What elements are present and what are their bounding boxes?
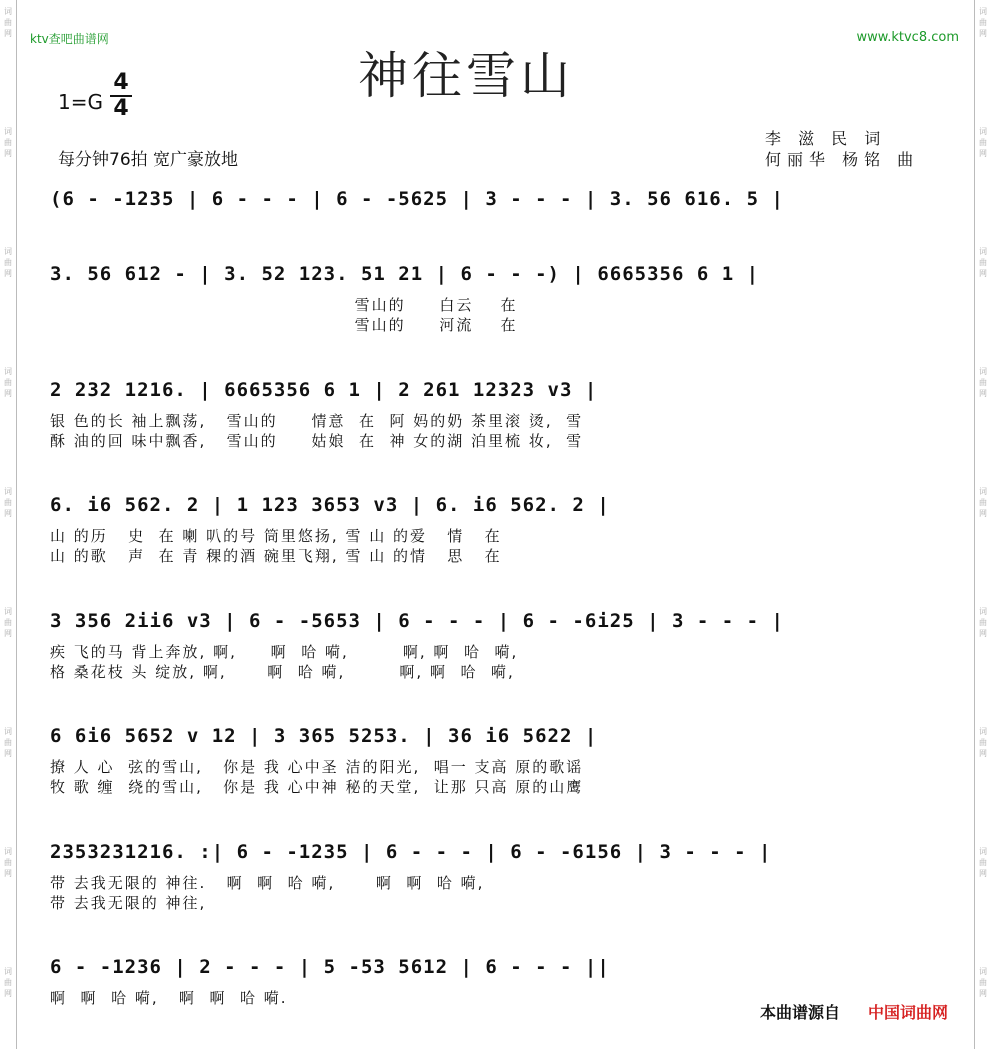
lyric-verse-2: 雪山的 河流 在 (50, 316, 518, 334)
left-border-strip (0, 0, 17, 1049)
side-watermark: 词曲网 (4, 7, 12, 38)
song-title: 神往雪山 (358, 47, 574, 105)
side-watermark: 词曲网 (979, 607, 987, 638)
side-watermark: 词曲网 (979, 247, 987, 278)
source-label: 本曲谱源自 (760, 1003, 841, 1022)
side-watermark: 词曲网 (4, 967, 12, 998)
side-watermark: 词曲网 (979, 967, 987, 998)
score-line-8 (50, 951, 950, 1046)
notation: 2353231216. :| 6 - -1235 | 6 - - - | 6 - -6156 | 3 - - - | (50, 841, 772, 863)
side-watermark: 词曲网 (4, 487, 12, 518)
lyric-verse-1: 山 的历 史 在 喇 叭的号 筒里悠扬, 雪 山 的爱 情 在 (50, 527, 502, 545)
tempo-marking: 每分钟76拍 宽广豪放地 (58, 150, 239, 170)
key-signature: 1=G (58, 90, 103, 114)
side-watermark: 词曲网 (979, 127, 987, 158)
lyric-verse-2: 酥 油的回 味中飘香, 雪山的 姑娘 在 神 女的湖 泊里梳 妆, 雪 (50, 432, 584, 450)
side-watermark: 词曲网 (4, 607, 12, 638)
lyric-verse-1: 疾 飞的马 背上奔放, 啊, 啊 哈 嗬, 啊, 啊 哈 嗬, (50, 643, 519, 661)
side-watermark: 词曲网 (4, 727, 12, 758)
notation: 6. i6 562. 2 | 1 123 3653 v3 | 6. i6 562. 2 | (50, 494, 610, 516)
notation: 3 356 2ii6 v3 | 6 - -5653 | 6 - - - | 6 - -6i25 | 3 - - - | (50, 610, 784, 632)
time-signature-top: 4 (113, 70, 129, 95)
lyric-verse-1: 啊 啊 哈 嗬, 啊 啊 哈 嗬. (50, 989, 288, 1007)
side-watermark: 词曲网 (979, 847, 987, 878)
side-watermark: 词曲网 (4, 367, 12, 398)
lyricist-credit: 李 滋 民 词 (765, 129, 887, 148)
side-watermark: 词曲网 (979, 7, 987, 38)
lyric-verse-1: 银 色的长 袖上飘荡, 雪山的 情意 在 阿 妈的奶 茶里滚 烫, 雪 (50, 412, 584, 430)
side-watermark: 词曲网 (979, 367, 987, 398)
notation: 6 6i6 5652 v 12 | 3 365 5253. | 36 i6 5622 | (50, 725, 598, 747)
watermark-right: www.ktvc8.com (856, 30, 959, 45)
notation: 6 - -1236 | 2 - - - | 5 -53 5612 | 6 - - - || (50, 956, 610, 978)
composer-credit: 何丽华 杨铭 曲 (765, 150, 920, 169)
credits (765, 128, 919, 170)
side-watermark: 词曲网 (979, 727, 987, 758)
score-line-4 (50, 489, 950, 584)
right-border-strip (974, 0, 991, 1049)
score-line-7 (50, 836, 950, 931)
side-watermark: 词曲网 (979, 487, 987, 518)
time-signature-bottom: 4 (113, 96, 129, 121)
notation: 2 232 1216. | 6665356 6 1 | 2 261 12323 v3 | (50, 379, 598, 401)
lyric-verse-1: 雪山的 白云 在 (50, 296, 518, 314)
lyric-verse-2: 带 去我无限的 神往, (50, 894, 207, 912)
side-watermark: 词曲网 (4, 247, 12, 278)
lyric-verse-2: 格 桑花枝 头 绽放, 啊, 啊 哈 嗬, 啊, 啊 哈 嗬, (50, 663, 515, 681)
score-line-6 (50, 720, 950, 815)
score-line-3 (50, 374, 950, 469)
source-site-link[interactable]: 中国词曲网 (868, 1003, 949, 1022)
lyric-verse-1: 带 去我无限的 神往. 啊 啊 哈 嗬, 啊 啊 哈 嗬, (50, 874, 485, 892)
notation: (6 - -1235 | 6 - - - | 6 - -5625 | 3 - - - | 3. 56 616. 5 | (50, 188, 784, 210)
side-watermark: 词曲网 (4, 847, 12, 878)
lyric-verse-2: 山 的歌 声 在 青 稞的酒 碗里飞翔, 雪 山 的情 思 在 (50, 547, 502, 565)
time-signature (110, 72, 132, 120)
notation: 3. 56 612 - | 3. 52 123. 51 21 | 6 - - -) | 6665356 6 1 | (50, 263, 760, 285)
side-watermark: 词曲网 (4, 127, 12, 158)
score-line-2 (50, 258, 950, 353)
score-line-5 (50, 605, 950, 700)
lyric-verse-1: 撩 人 心 弦的雪山, 你是 我 心中圣 洁的阳光, 唱一 支高 原的歌谣 (50, 758, 584, 776)
lyric-verse-2: 牧 歌 缠 绕的雪山, 你是 我 心中神 秘的天堂, 让那 只高 原的山鹰 (50, 778, 584, 796)
watermark-left: ktv查吧曲谱网 (30, 32, 109, 46)
